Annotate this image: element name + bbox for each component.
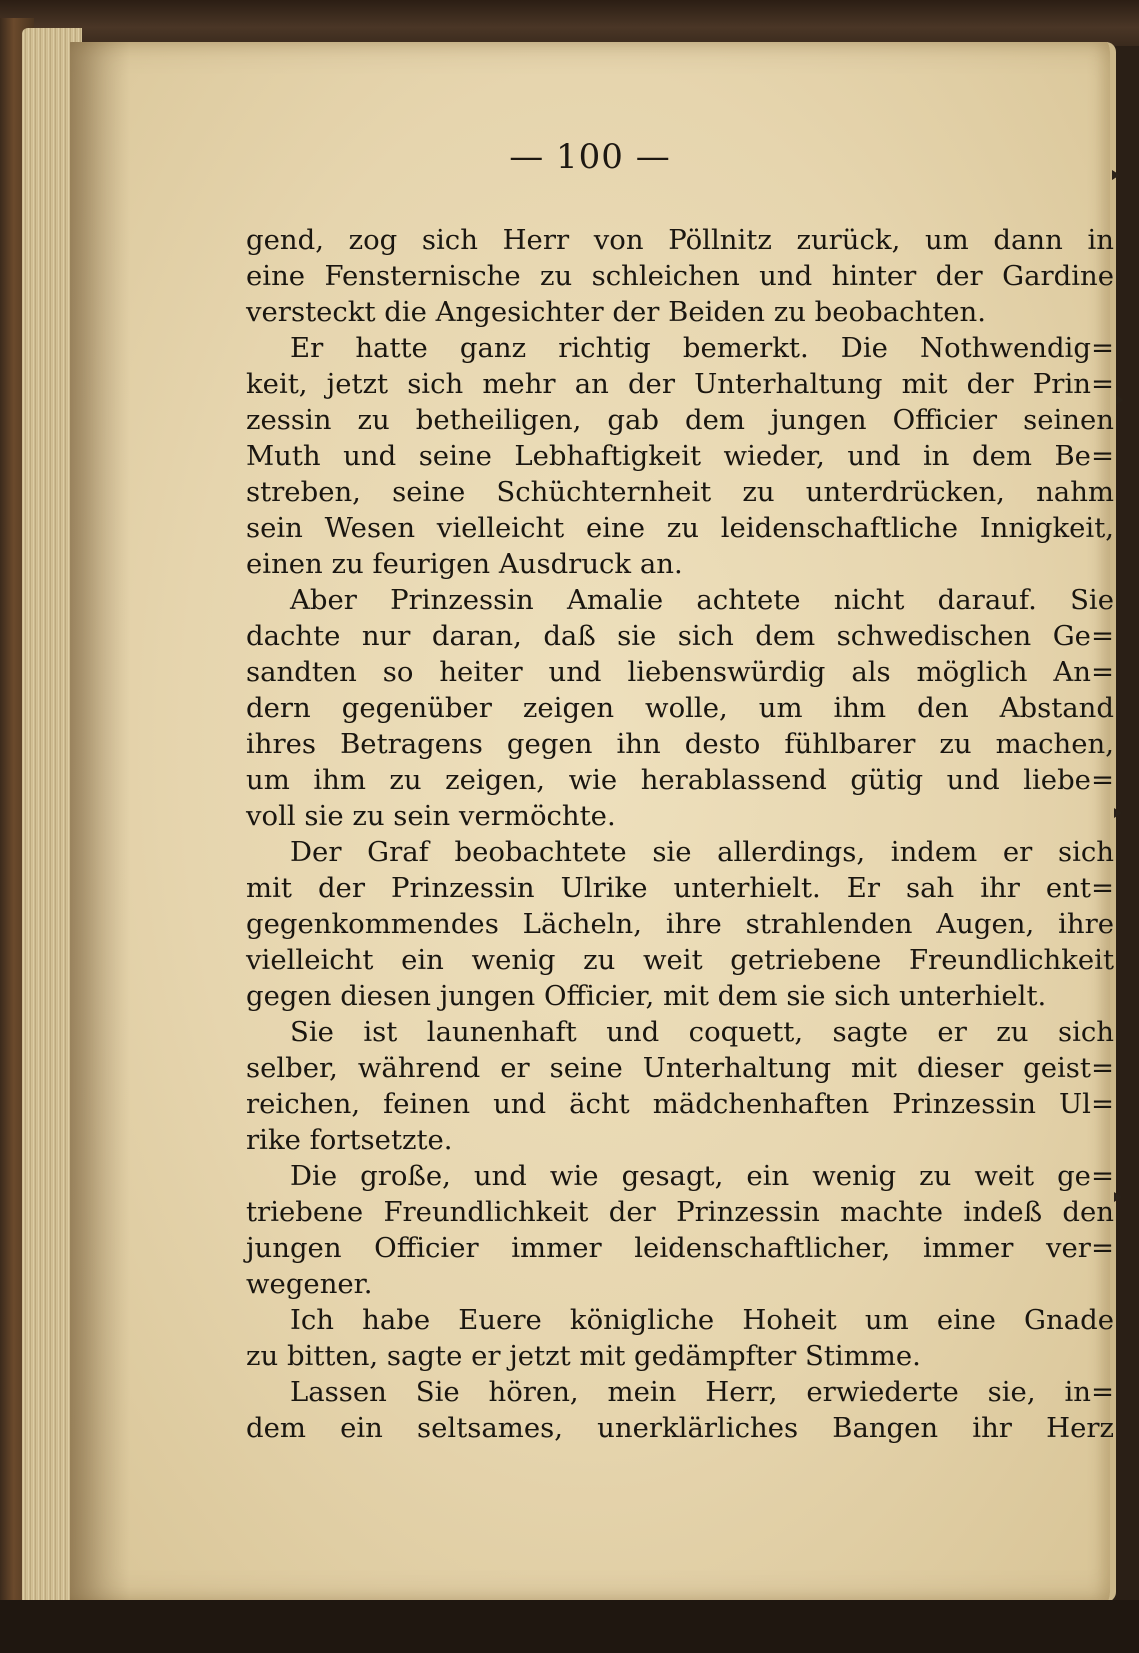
margin-mark xyxy=(1114,808,1122,818)
text-line: voll sie zu sein vermöchte. xyxy=(246,800,616,832)
page-number: — 100 — xyxy=(509,137,671,177)
text-line: einen zu feurigen Ausdruck an. xyxy=(246,548,683,580)
text-line: um ihm zu zeigen, wie herablassend gütig und liebe= xyxy=(246,764,1114,796)
text-line: gend, zog sich Herr von Pöllnitz zurück, um dann in xyxy=(246,224,1114,256)
text-line: triebene Freundlichkeit der Prinzessin machte indeß den xyxy=(246,1196,1114,1228)
text-line: Sie ist launenhaft und coquett, sagte er zu sich xyxy=(290,1016,1114,1048)
text-line: keit, jetzt sich mehr an der Unterhaltung mit der Prin= xyxy=(246,368,1114,400)
text-line: zu bitten, sagte er jetzt mit gedämpfter Stimme. xyxy=(246,1340,921,1372)
margin-mark xyxy=(1114,1192,1122,1202)
text-line: reichen, feinen und ächt mädchenhaften Prinzessin Ul= xyxy=(246,1088,1114,1120)
text-line: vielleicht ein wenig zu weit getriebene Freundlichkeit xyxy=(246,944,1114,976)
text-line: versteckt die Angesichter der Beiden zu beobachten. xyxy=(246,296,986,328)
text-line: jungen Officier immer leidenschaftlicher, immer ver= xyxy=(246,1232,1114,1264)
text-line: dern gegenüber zeigen wolle, um ihm den Abstand xyxy=(246,692,1114,724)
text-line: Lassen Sie hören, mein Herr, erwiederte sie, in= xyxy=(290,1376,1114,1408)
text-line: Muth und seine Lebhaftigkeit wieder, und in dem Be= xyxy=(246,440,1114,472)
text-line: Die große, und wie gesagt, ein wenig zu weit ge= xyxy=(290,1160,1114,1192)
text-line: Er hatte ganz richtig bemerkt. Die Nothwendig= xyxy=(290,332,1114,364)
text-line: Ich habe Euere königliche Hoheit um eine Gnade xyxy=(290,1304,1114,1336)
text-line: rike fortsetzte. xyxy=(246,1124,453,1156)
margin-mark xyxy=(1116,395,1124,405)
book-cover-top-edge xyxy=(0,0,1139,46)
text-line: Aber Prinzessin Amalie achtete nicht darauf. Sie xyxy=(290,584,1114,616)
margin-mark xyxy=(1112,170,1120,180)
gutter-shadow xyxy=(70,42,130,1602)
text-line: eine Fensternische zu schleichen und hinter der Gardine xyxy=(246,260,1114,292)
text-line: mit der Prinzessin Ulrike unterhielt. Er sah ihr ent= xyxy=(246,872,1114,904)
text-line: sein Wesen vielleicht eine zu leidenschaftliche Innigkeit, xyxy=(246,512,1114,544)
text-line: ihres Betragens gegen ihn desto fühlbarer zu machen, xyxy=(246,728,1114,760)
text-line: dachte nur daran, daß sie sich dem schwedischen Ge= xyxy=(246,620,1114,652)
text-line: Der Graf beobachtete sie allerdings, indem er sich xyxy=(290,836,1114,868)
text-line: dem ein seltsames, unerklärliches Bangen ihr Herz xyxy=(246,1412,1114,1444)
text-line: zessin zu betheiligen, gab dem jungen Officier seinen xyxy=(246,404,1114,436)
text-line: sandten so heiter und liebenswürdig als möglich An= xyxy=(246,656,1114,688)
book-cover-bottom-edge xyxy=(0,1600,1139,1653)
book-page xyxy=(70,42,1116,1602)
text-line: gegenkommendes Lächeln, ihre strahlenden Augen, ihre xyxy=(246,908,1114,940)
text-line: selber, während er seine Unterhaltung mit dieser geist= xyxy=(246,1052,1114,1084)
text-line: streben, seine Schüchternheit zu unterdrücken, nahm xyxy=(246,476,1114,508)
text-line: wegener. xyxy=(246,1268,373,1300)
text-line: gegen diesen jungen Officier, mit dem sie sich unterhielt. xyxy=(246,980,1047,1012)
body-text xyxy=(246,222,1114,1446)
